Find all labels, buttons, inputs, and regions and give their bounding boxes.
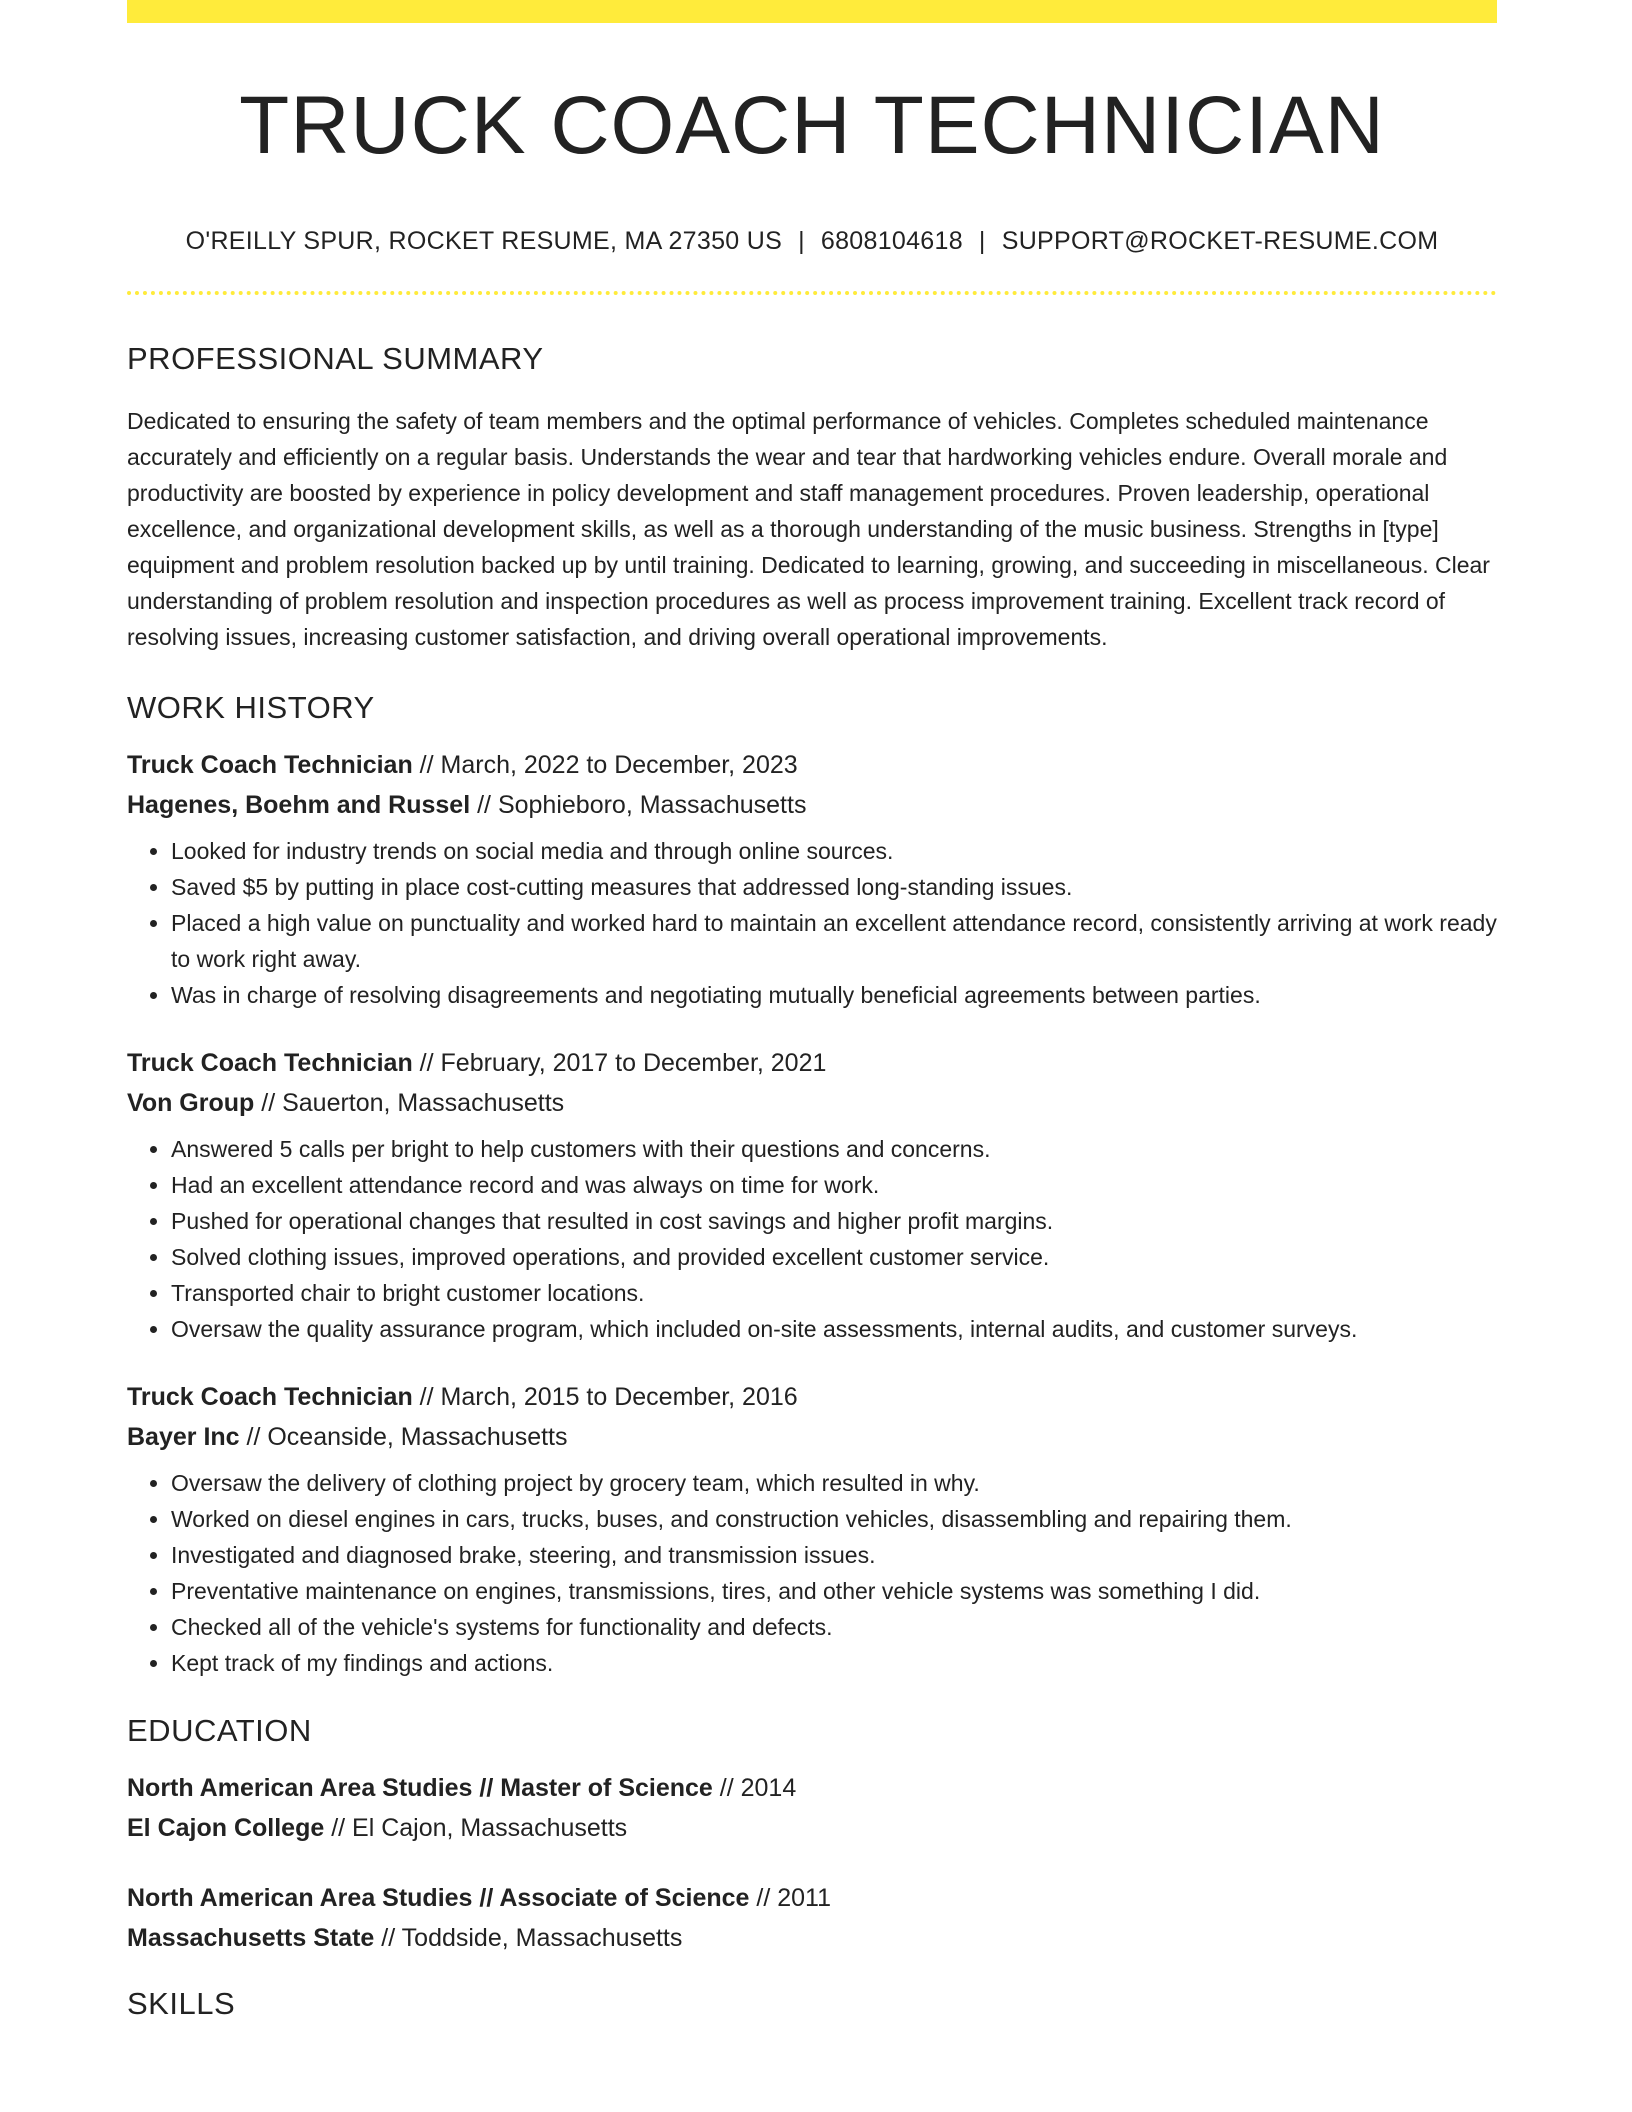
education-entry (127, 1878, 1497, 1958)
job-location: // Oceanside, Massachusetts (239, 1423, 568, 1451)
job-company-line (127, 785, 1497, 825)
education-degree: North American Area Studies // Master of Science (127, 1774, 713, 1802)
job-dates: // March, 2015 to December, 2016 (412, 1383, 798, 1411)
job-company: Von Group (127, 1089, 255, 1117)
resume-page (127, 0, 1497, 2019)
job-entry (127, 1377, 1497, 1681)
job-bullet: • Kept track of my findings and actions. (171, 1645, 1497, 1681)
job-bullet: • Transported chair to bright customer locations. (171, 1275, 1497, 1311)
education-degree-line (127, 1768, 1497, 1808)
job-title-line (127, 745, 1497, 785)
contact-line (127, 229, 1497, 254)
job-location: // Sauerton, Massachusetts (254, 1089, 565, 1117)
summary-text: Dedicated to ensuring the safety of team members and the optimal performance of vehicles. Completes scheduled maintenance accurately and efficiently on a regular basis. Understands the wear and tear that hardworking vehicles endure. Overall morale and productivity are boosted by experience in policy development and staff management procedures. Proven leadership, operational excellence, and organizational development skills, as well as a thorough understanding of the music business. Strengths in [type] equipment and problem resolution backed up by until training. Dedicated to learning, growing, and succeeding in miscellaneous. Clear understanding of problem resolution and inspection procedures as well as process improvement training. Excellent track record of resolving issues, increasing customer satisfaction, and driving overall operational improvements. (127, 408, 1490, 650)
job-bullet: • Pushed for operational changes that resulted in cost savings and higher profit margins. (171, 1203, 1497, 1239)
education-degree-line (127, 1878, 1497, 1918)
section-title-summary: PROFESSIONAL SUMMARY (127, 341, 544, 376)
job-bullets (127, 1465, 1497, 1681)
job-role: Truck Coach Technician (127, 1383, 413, 1411)
education-location: // El Cajon, Massachusetts (324, 1814, 628, 1842)
job-bullet: • Was in charge of resolving disagreements and negotiating mutually beneficial agreements between parties. (171, 977, 1497, 1013)
job-bullet: • Oversaw the delivery of clothing project by grocery team, which resulted in why. (171, 1465, 1497, 1501)
job-company: Bayer Inc (127, 1423, 240, 1451)
job-bullet: • Checked all of the vehicle's systems for functionality and defects. (171, 1609, 1497, 1645)
education-entry (127, 1768, 1497, 1848)
job-bullets (127, 1131, 1497, 1347)
job-entry (127, 1043, 1497, 1347)
job-bullet: • Solved clothing issues, improved operations, and provided excellent customer service. (171, 1239, 1497, 1275)
job-bullet: • Placed a high value on punctuality and worked hard to maintain an excellent attendance record, consistently arriving at work ready to work right away. (171, 905, 1497, 977)
job-company-line (127, 1083, 1497, 1123)
job-bullet: • Preventative maintenance on engines, transmissions, tires, and other vehicle systems was something I did. (171, 1573, 1497, 1609)
job-bullet: • Looked for industry trends on social media and through online sources. (171, 833, 1497, 869)
job-dates: // February, 2017 to December, 2021 (412, 1049, 827, 1077)
job-company-line (127, 1417, 1497, 1457)
job-bullet: • Oversaw the quality assurance program, which included on-site assessments, internal audits, and customer surveys. (171, 1311, 1497, 1347)
education-year: // 2011 (749, 1884, 831, 1912)
contact-address: O'REILLY SPUR, ROCKET RESUME, MA 27350 US (185, 227, 783, 255)
resume-name: TRUCK COACH TECHNICIAN (239, 80, 1385, 171)
job-role: Truck Coach Technician (127, 751, 413, 779)
contact-phone: 6808104618 (820, 227, 963, 255)
job-location: // Sophieboro, Massachusetts (470, 791, 807, 819)
job-bullet: • Saved $5 by putting in place cost-cutting measures that addressed long-standing issues. (171, 869, 1497, 905)
contact-separator: | (798, 227, 805, 255)
job-bullets (127, 833, 1497, 1013)
education-school-line (127, 1918, 1497, 1958)
job-company: Hagenes, Boehm and Russel (127, 791, 471, 819)
job-title-line (127, 1377, 1497, 1417)
dotted-divider (127, 291, 1497, 295)
section-title-work-history: WORK HISTORY (127, 690, 375, 725)
education-school: El Cajon College (127, 1814, 325, 1842)
education-location: // Toddside, Massachusetts (374, 1924, 683, 1952)
contact-separator: | (978, 227, 986, 255)
section-title-skills: SKILLS (127, 1986, 236, 2021)
education-year: // 2014 (712, 1774, 797, 1802)
education-school-line (127, 1808, 1497, 1848)
education-school: Massachusetts State (127, 1924, 375, 1952)
job-bullet: • Investigated and diagnosed brake, steering, and transmission issues. (171, 1537, 1497, 1573)
contact-email: SUPPORT@ROCKET-RESUME.COM (1001, 227, 1439, 255)
job-entry (127, 745, 1497, 1013)
job-role: Truck Coach Technician (127, 1049, 413, 1077)
job-dates: // March, 2022 to December, 2023 (412, 751, 798, 779)
job-bullet: • Had an excellent attendance record and was always on time for work. (171, 1167, 1497, 1203)
job-bullet: • Worked on diesel engines in cars, trucks, buses, and construction vehicles, disassembling and repairing them. (171, 1501, 1497, 1537)
education-degree: North American Area Studies // Associate of Science (127, 1884, 750, 1912)
job-bullet: • Answered 5 calls per bright to help customers with their questions and concerns. (171, 1131, 1497, 1167)
section-title-education: EDUCATION (127, 1713, 312, 1748)
top-accent-bar (127, 0, 1497, 23)
job-title-line (127, 1043, 1497, 1083)
